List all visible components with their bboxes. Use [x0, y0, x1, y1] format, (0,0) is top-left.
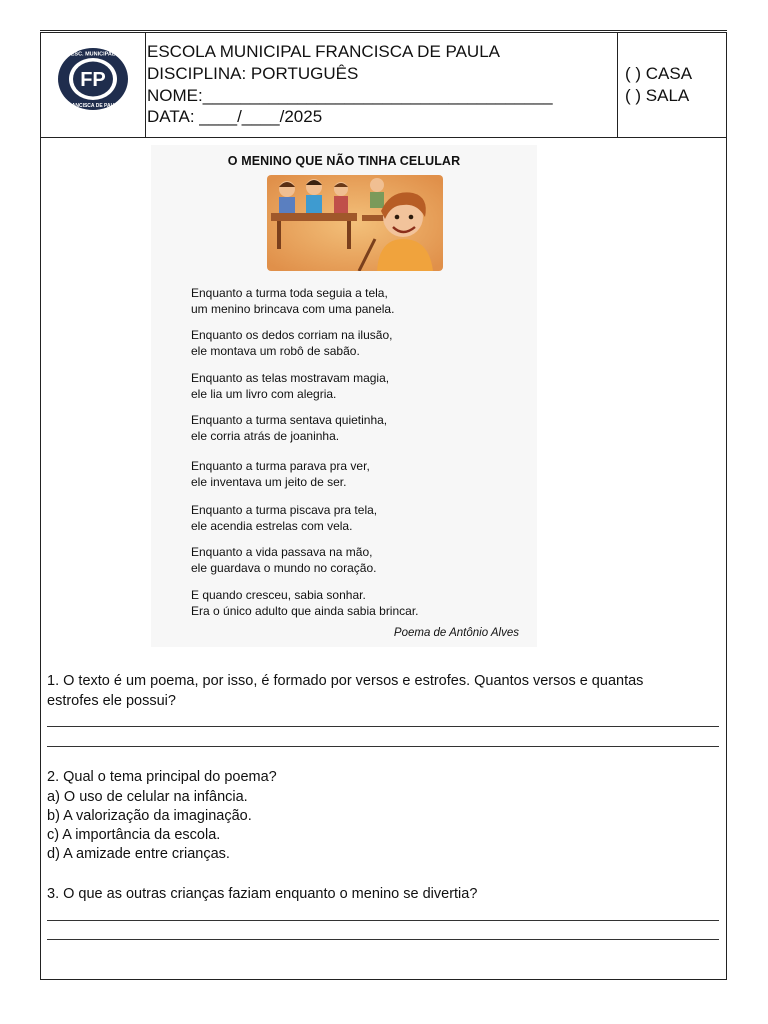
question-2: 2. Qual o tema principal do poema?: [47, 769, 277, 785]
verse: ele acendia estrelas com vela.: [191, 519, 353, 533]
location-options-cell: [618, 33, 726, 137]
stanza-8: [191, 587, 419, 619]
stanza-2: [191, 327, 392, 359]
verse: ele montava um robô de sabão.: [191, 344, 360, 358]
verse: Enquanto a turma sentava quietinha,: [191, 413, 388, 427]
worksheet-header: [41, 33, 726, 138]
logo-cell: [41, 33, 146, 137]
top-border-line: [40, 30, 727, 31]
logo-initials: FP: [80, 69, 106, 91]
verse: Enquanto a vida passava na mão,: [191, 545, 373, 559]
verse: ele guardava o mundo no coração.: [191, 561, 377, 575]
logo-text-top: ESC. MUNICIPAL: [70, 51, 116, 58]
logo-text-bottom: FRANCISCA DE PAULA: [65, 103, 121, 109]
question-2-option-b[interactable]: b) A valorização da imaginação.: [47, 808, 252, 824]
stanza-6: [191, 502, 377, 534]
verse: Enquanto as telas mostravam magia,: [191, 371, 390, 385]
question-3: 3. O que as outras crianças faziam enquanto o menino se divertia?: [47, 886, 478, 902]
stanza-7: [191, 544, 376, 576]
name-field[interactable]: NOME:_____________________________________: [147, 86, 553, 105]
verse: um menino brincava com uma panela.: [191, 302, 395, 316]
classroom-illustration: [267, 175, 443, 271]
verse: Enquanto a turma parava pra ver,: [191, 459, 370, 473]
verse: Enquanto os dedos corriam na ilusão,: [191, 328, 393, 342]
answer-line[interactable]: [47, 920, 719, 921]
answer-line[interactable]: [47, 939, 719, 940]
subject-line: DISCIPLINA: PORTUGUÊS: [147, 64, 359, 83]
stanza-1: [191, 285, 394, 317]
verse: Era o único adulto que ainda sabia brincar.: [191, 604, 419, 618]
verse: Enquanto a turma piscava pra tela,: [191, 503, 378, 517]
stanza-3: [191, 370, 389, 402]
school-logo: [57, 47, 129, 111]
question-2-option-c[interactable]: c) A importância da escola.: [47, 827, 221, 843]
question-2-option-d[interactable]: d) A amizade entre crianças.: [47, 846, 230, 862]
answer-line[interactable]: [47, 746, 719, 747]
answer-line[interactable]: [47, 726, 719, 727]
header-info-cell: [145, 33, 618, 137]
stanza-5: [191, 458, 370, 490]
verse: ele lia um livro com alegria.: [191, 387, 337, 401]
option-home[interactable]: ( ) CASA: [625, 64, 693, 83]
verse: E quando cresceu, sabia sonhar.: [191, 588, 366, 602]
question-2-option-a[interactable]: a) O uso de celular na infância.: [47, 789, 248, 805]
verse: ele inventava um jeito de ser.: [191, 475, 347, 489]
verse: Enquanto a turma toda seguia a tela,: [191, 286, 388, 300]
poem-image: [151, 145, 537, 647]
poem-author: Poema de Antônio Alves: [393, 627, 519, 639]
worksheet: [40, 32, 727, 980]
date-field[interactable]: DATA: ____/____/2025: [147, 107, 323, 126]
stanza-4: [191, 412, 387, 444]
question-1-line-2: estrofes ele possui?: [47, 693, 176, 709]
question-1-line-1: 1. O texto é um poema, por isso, é formado por versos e estrofes. Quantos versos e quantas: [47, 673, 644, 689]
poem-title: O MENINO QUE NÃO TINHA CELULAR: [227, 154, 461, 168]
option-class[interactable]: ( ) SALA: [625, 86, 690, 105]
school-name: ESCOLA MUNICIPAL FRANCISCA DE PAULA: [147, 42, 500, 61]
verse: ele corria atrás de joaninha.: [191, 429, 340, 443]
